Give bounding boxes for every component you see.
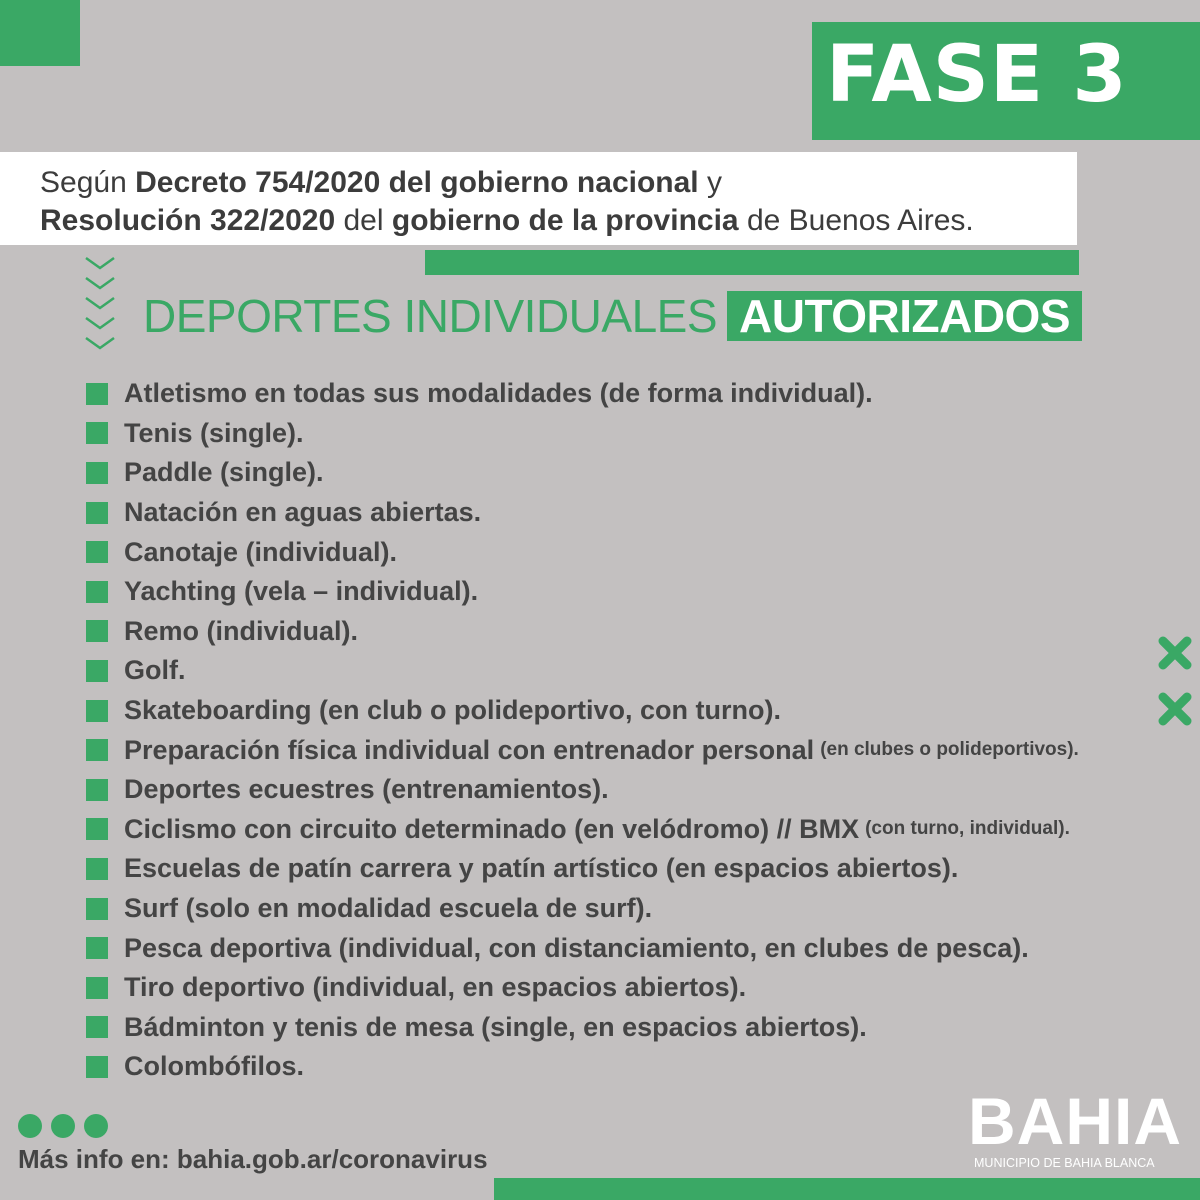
bullet-square-icon (86, 937, 108, 959)
list-item (86, 691, 1176, 731)
list-item (86, 612, 1176, 652)
list-item-text: Pesca deportiva (individual, con distanciamiento, en clubes de pesca). (124, 932, 1029, 963)
sports-list (86, 374, 1176, 1087)
list-item (86, 453, 1176, 493)
accent-bar (425, 250, 1079, 275)
resolution-reference: Resolución 322/2020 (40, 204, 336, 237)
bullet-square-icon (86, 581, 108, 603)
list-item (86, 889, 1176, 929)
dot (84, 1114, 108, 1138)
bullet-square-icon (86, 818, 108, 840)
dot (18, 1114, 42, 1138)
list-item (86, 730, 1176, 770)
bullet-square-icon (86, 422, 108, 444)
list-item-note: (en clubes o polideportivos). (820, 739, 1079, 761)
list-item-text: Golf. (124, 655, 186, 686)
logo-subtitle: MUNICIPIO DE BAHIA BLANCA (974, 1156, 1155, 1170)
list-item-text: Deportes ecuestres (entrenamientos). (124, 774, 609, 805)
bullet-square-icon (86, 858, 108, 880)
dot (51, 1114, 75, 1138)
bullet-square-icon (86, 462, 108, 484)
list-item-text: Canotaje (individual). (124, 536, 398, 567)
bullet-square-icon (86, 700, 108, 722)
bottom-accent-bar (494, 1178, 1200, 1200)
list-item-text: Skateboarding (en club o polideportivo, con turno). (124, 695, 782, 726)
list-item-text: Surf (solo en modalidad escuela de surf). (124, 893, 653, 924)
list-item (86, 493, 1176, 533)
bullet-square-icon (86, 739, 108, 761)
intro-line-2 (40, 202, 1077, 240)
bullet-square-icon (86, 1016, 108, 1038)
section-heading (143, 291, 1082, 341)
list-item (86, 1008, 1176, 1048)
list-item (86, 414, 1176, 454)
section-title: DEPORTES INDIVIDUALES (143, 290, 718, 342)
more-info-link[interactable]: Más info en: bahia.gob.ar/coronavirus (18, 1144, 488, 1174)
province-reference: gobierno de la provincia (391, 204, 739, 237)
section-highlight: AUTORIZADOS (727, 291, 1082, 341)
list-item-note: (con turno, individual). (865, 818, 1070, 840)
list-item-text: Atletismo en todas sus modalidades (de forma individual). (124, 378, 873, 409)
list-item (86, 651, 1176, 691)
list-item-text: Tenis (single). (124, 417, 304, 448)
list-item-text: Natación en aguas abiertas. (124, 497, 482, 528)
list-item (86, 1047, 1176, 1087)
bullet-square-icon (86, 620, 108, 642)
list-item (86, 572, 1176, 612)
list-item (86, 374, 1176, 414)
logo-word: BAHIA (968, 1084, 1182, 1158)
intro-text: y (698, 166, 722, 199)
list-item-text: Bádminton y tenis de mesa (single, en espacios abiertos). (124, 1011, 867, 1042)
chevrons-down-icon (82, 252, 118, 362)
bullet-square-icon (86, 383, 108, 405)
cross-icon (1158, 692, 1192, 726)
list-item-text: Yachting (vela – individual). (124, 576, 479, 607)
phase-badge (812, 22, 1200, 140)
bullet-square-icon (86, 541, 108, 563)
list-item (86, 810, 1176, 850)
list-item-text: Ciclismo con circuito determinado (en velódromo) // BMX (124, 813, 860, 844)
list-item-text: Remo (individual). (124, 615, 359, 646)
list-item-text: Colombófilos. (124, 1051, 304, 1082)
bullet-square-icon (86, 1056, 108, 1078)
bullet-square-icon (86, 502, 108, 524)
phase-title: FASE 3 (826, 30, 1128, 120)
bullet-square-icon (86, 977, 108, 999)
list-item (86, 532, 1176, 572)
intro-panel (0, 152, 1077, 245)
list-item (86, 968, 1176, 1008)
corner-decoration (0, 0, 80, 66)
list-item (86, 849, 1176, 889)
intro-text: del (335, 204, 392, 237)
bullet-square-icon (86, 898, 108, 920)
intro-line-1 (40, 164, 1077, 202)
dots-decoration (18, 1114, 108, 1138)
list-item-text: Tiro deportivo (individual, en espacios abiertos). (124, 972, 747, 1003)
list-item-text: Paddle (single). (124, 457, 324, 488)
intro-text: Según (40, 166, 136, 199)
intro-text: de Buenos Aires. (738, 204, 974, 237)
list-item (86, 928, 1176, 968)
list-item (86, 770, 1176, 810)
list-item-text: Escuelas de patín carrera y patín artístico (en espacios abiertos). (124, 853, 959, 884)
decree-reference: Decreto 754/2020 del gobierno nacional (135, 166, 699, 199)
cross-icon (1158, 636, 1192, 670)
bullet-square-icon (86, 660, 108, 682)
list-item-text: Preparación física individual con entrenador personal (124, 734, 815, 765)
bullet-square-icon (86, 779, 108, 801)
bahia-logo (968, 1084, 1182, 1178)
